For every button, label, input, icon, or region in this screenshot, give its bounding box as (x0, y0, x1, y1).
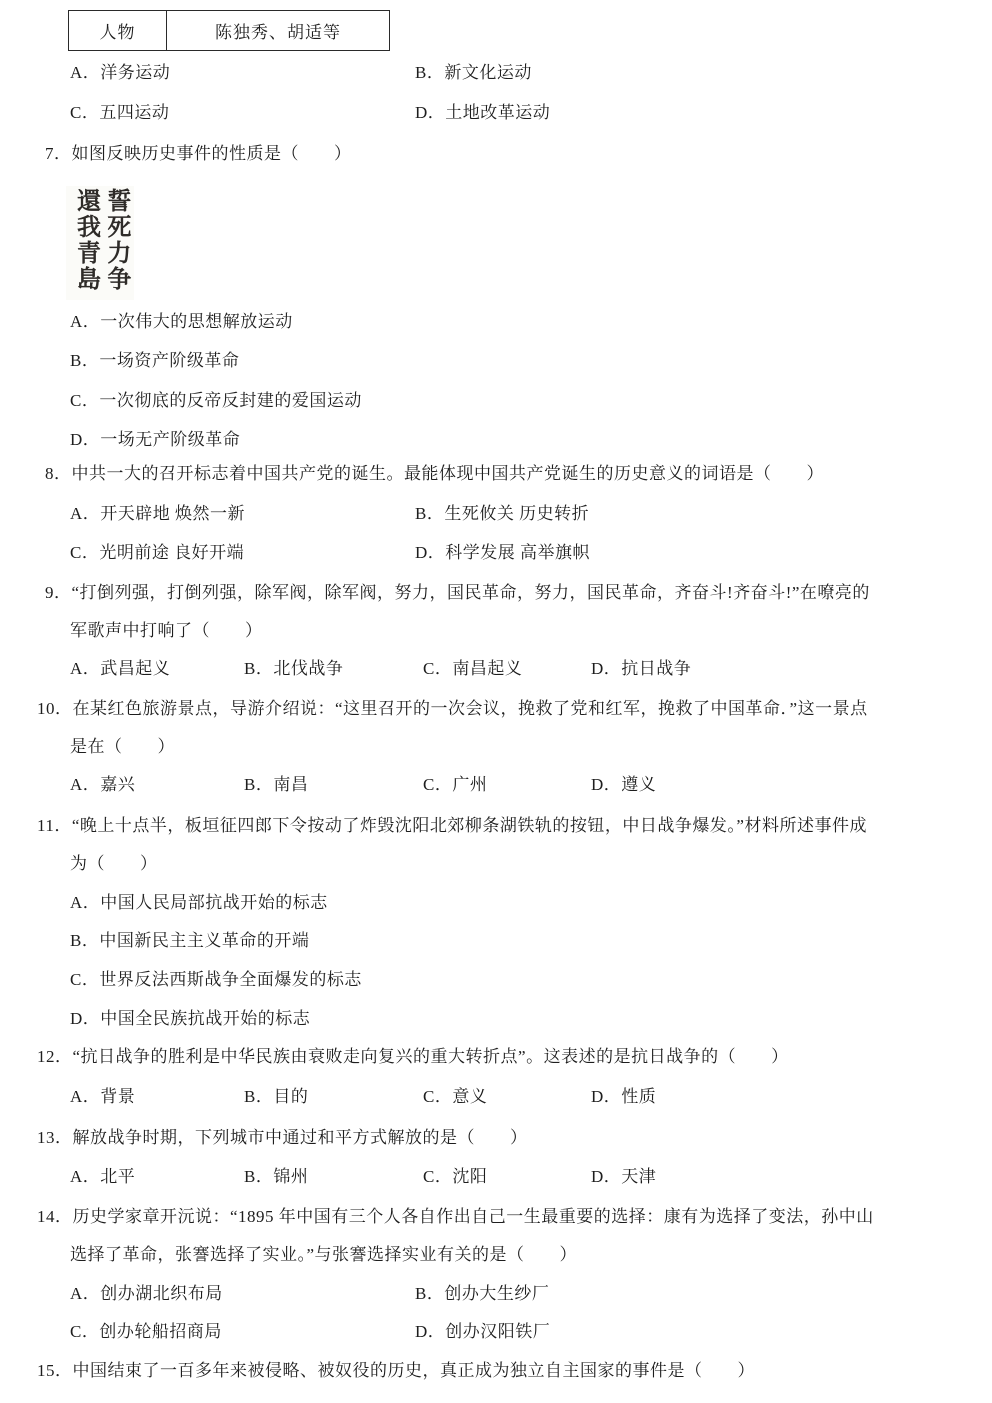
question-14-stem-line1: 14．历史学家章开沅说：“1895 年中国有三个人各自作出自己一生最重要的选择：康有为选择了变法，孙中山 (37, 1207, 874, 1226)
option-b: B．南昌 (244, 775, 309, 794)
option-b: B．锦州 (244, 1167, 309, 1186)
option-c: C．沈阳 (423, 1167, 488, 1186)
options-row-q9 (0, 649, 692, 689)
option-d: D．科学发展 高举旗帜 (415, 543, 591, 562)
options-row-q12 (0, 1077, 657, 1117)
option-a: A．背景 (70, 1087, 136, 1106)
options-row-q6-ab (0, 53, 532, 93)
options-row-q14-ab (0, 1274, 550, 1314)
option-c: C．南昌起义 (423, 659, 523, 678)
options-row-q6-cd (0, 93, 551, 133)
question-12-stem: 12．“抗日战争的胜利是中华民族由衰败走向复兴的重大转折点”。这表述的是抗日战争的（ ） (37, 1047, 789, 1066)
option-c: C．创办轮船招商局 (70, 1322, 222, 1341)
option-a: A．开天辟地 焕然一新 (70, 504, 246, 523)
table-header-cell: 人物 (69, 11, 167, 51)
question-14-stem-line2: 选择了革命，张謇选择了实业。”与张謇选择实业有关的是（ ） (70, 1245, 578, 1264)
options-row-q11-d (0, 999, 311, 1039)
options-row-q7-c (0, 381, 362, 421)
option-c: C．光明前途 良好开端 (70, 543, 245, 562)
question-15-stem: 15．中国结束了一百多年来被侵略、被奴役的历史，真正成为独立自主国家的事件是（ ） (37, 1361, 755, 1380)
option-c: C．意义 (423, 1087, 488, 1106)
table-row (69, 11, 390, 51)
option-a: A．武昌起义 (70, 659, 171, 678)
options-row-q11-c (0, 960, 362, 1000)
question-11-stem-line2: 为（ ） (70, 854, 158, 873)
question-10-stem-line2: 是在（ ） (70, 737, 175, 756)
protest-banner-image (66, 186, 134, 300)
option-d: D．性质 (591, 1087, 657, 1106)
table-value-cell: 陈独秀、胡适等 (167, 11, 390, 51)
option-d: D．一场无产阶级革命 (70, 430, 241, 449)
options-row-q7-a (0, 302, 293, 342)
option-b: B．北伐战争 (244, 659, 344, 678)
option-d: D．创办汉阳铁厂 (415, 1322, 551, 1341)
options-row-q14-cd (0, 1312, 551, 1352)
options-row-q11-b (0, 921, 310, 961)
option-a: A．创办湖北织布局 (70, 1284, 223, 1303)
option-c: C．五四运动 (70, 103, 170, 122)
persons-table (68, 10, 390, 51)
option-a: A．北平 (70, 1167, 136, 1186)
option-c: C．一次彻底的反帝反封建的爱国运动 (70, 391, 362, 410)
options-row-q11-a (0, 883, 328, 923)
question-7-stem: 7．如图反映历史事件的性质是（ ） (45, 144, 352, 163)
options-row-q8-cd (0, 533, 591, 573)
options-row-q7-d (0, 420, 241, 460)
options-row-q7-b (0, 341, 240, 381)
option-d: D．中国全民族抗战开始的标志 (70, 1009, 311, 1028)
option-b: B．生死攸关 历史转折 (415, 504, 590, 523)
option-d: D．土地改革运动 (415, 103, 551, 122)
options-row-q13 (0, 1157, 657, 1197)
option-b: B．目的 (244, 1087, 309, 1106)
option-d: D．抗日战争 (591, 659, 692, 678)
option-a: A．一次伟大的思想解放运动 (70, 312, 293, 331)
question-13-stem: 13．解放战争时期，下列城市中通过和平方式解放的是（ ） (37, 1128, 528, 1147)
question-8-stem: 8．中共一大的召开标志着中国共产党的诞生。最能体现中国共产党诞生的历史意义的词语是（ ） (45, 464, 824, 483)
question-11-stem-line1: 11．“晚上十点半，板垣征四郎下令按动了炸毁沈阳北郊柳条湖铁轨的按钮，中日战争爆发。”材料所述事件成 (37, 816, 867, 835)
option-a: A．洋务运动 (70, 63, 171, 82)
options-row-q10 (0, 765, 657, 805)
question-9-stem-line2: 军歌声中打响了（ ） (70, 621, 263, 640)
option-d: D．遵义 (591, 775, 657, 794)
option-a: A．中国人民局部抗战开始的标志 (70, 893, 328, 912)
option-c: C．广州 (423, 775, 488, 794)
options-row-q8-ab (0, 494, 590, 534)
option-c: C．世界反法西斯战争全面爆发的标志 (70, 970, 362, 989)
option-d: D．天津 (591, 1167, 657, 1186)
question-10-stem-line1: 10．在某红色旅游景点，导游介绍说：“这里召开的一次会议，挽救了党和红军，挽救了中国革命．”这一景点 (37, 699, 868, 718)
option-b: B．创办大生纱厂 (415, 1284, 550, 1303)
option-b: B．中国新民主主义革命的开端 (70, 931, 310, 950)
option-a: A．嘉兴 (70, 775, 136, 794)
slogan-column-left: 還我青島 (72, 188, 99, 292)
slogan-column-right: 誓死力争 (102, 188, 129, 292)
option-b: B．一场资产阶级革命 (70, 351, 240, 370)
question-9-stem-line1: 9．“打倒列强，打倒列强，除军阀，除军阀，努力，国民革命，努力，国民革命，齐奋斗!齐奋斗!”在嘹亮的 (45, 583, 870, 602)
option-b: B．新文化运动 (415, 63, 532, 82)
